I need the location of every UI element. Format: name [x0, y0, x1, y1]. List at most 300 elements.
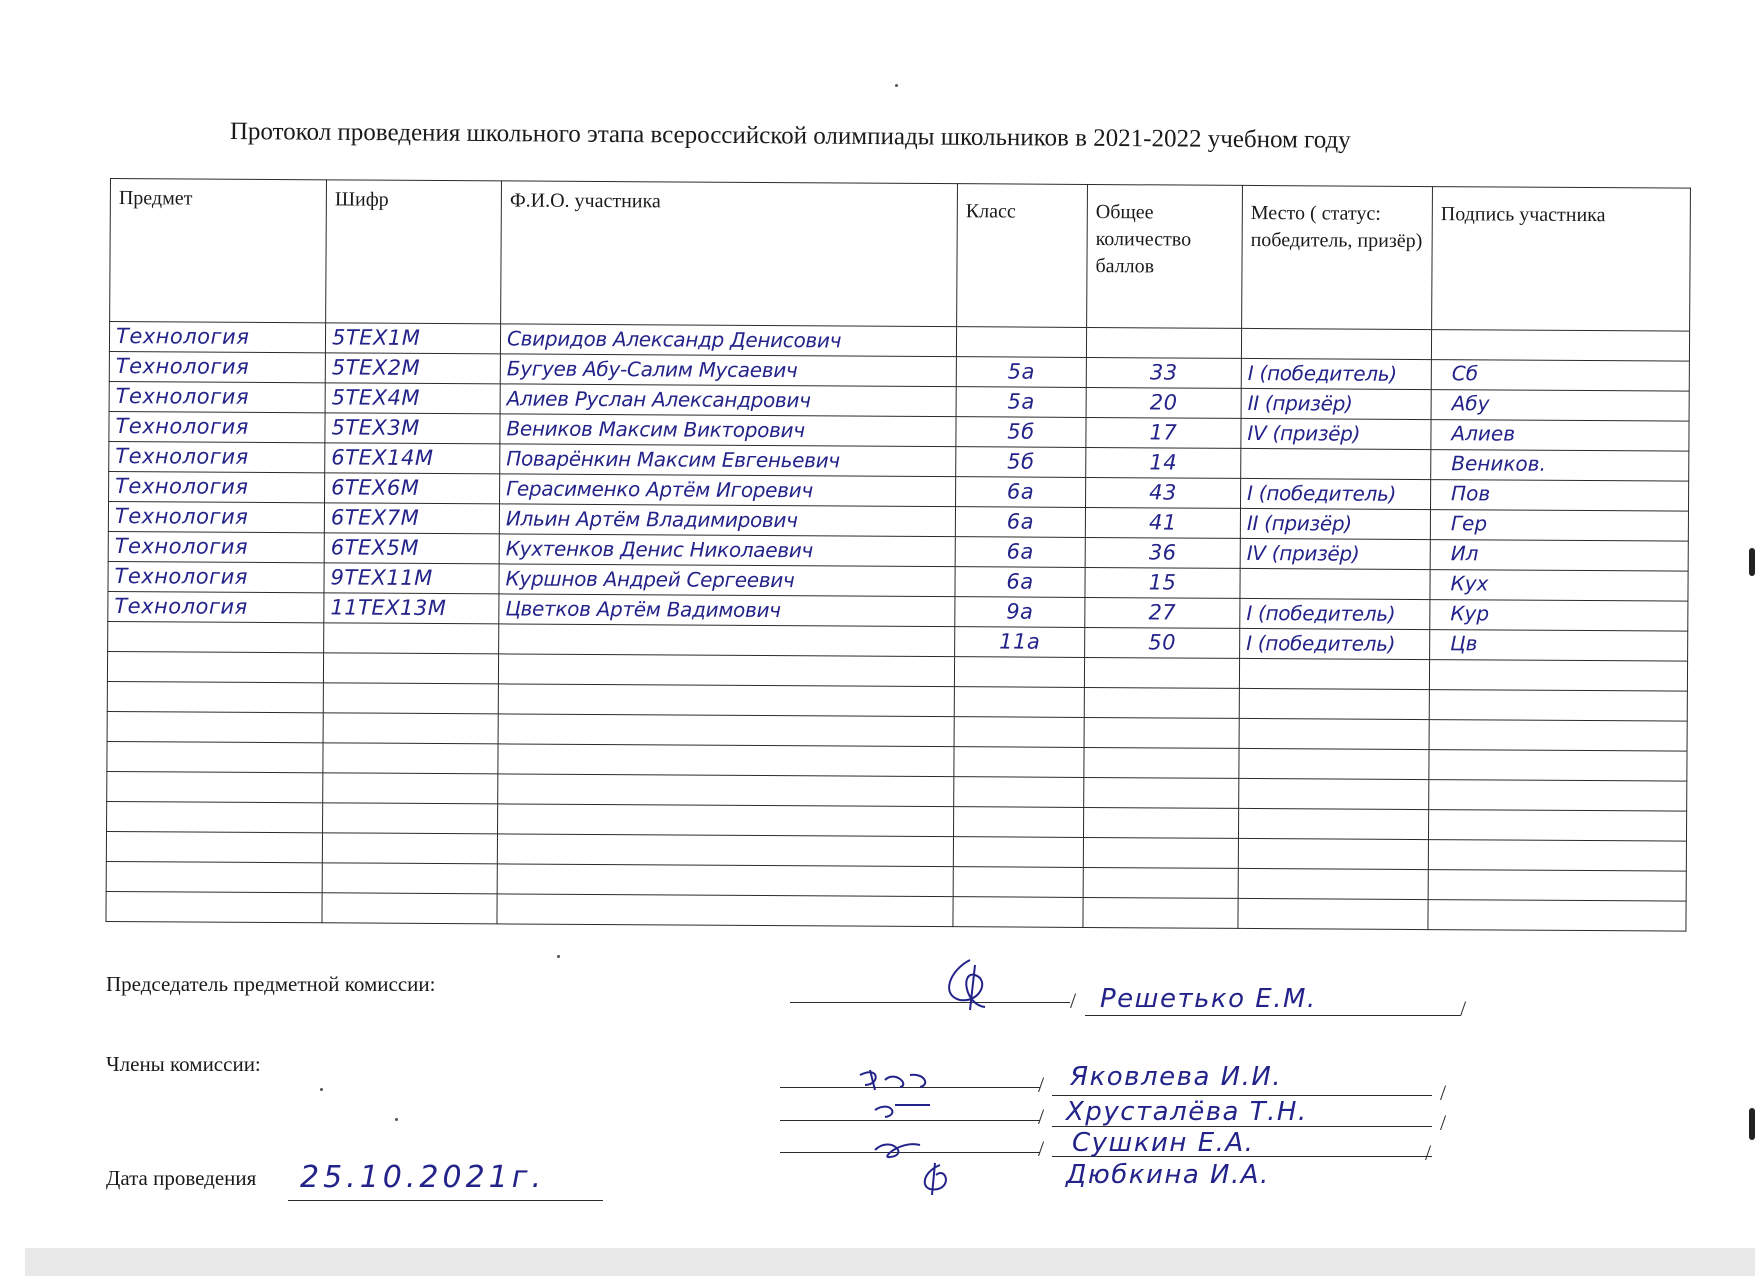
- members-label: Члены комиссии:: [106, 1052, 261, 1076]
- handwritten-grade: [955, 687, 1084, 690]
- chair-name: Решетько Е.М.: [1100, 984, 1317, 1014]
- cell-grade: [954, 777, 1084, 808]
- cell-grade: [954, 717, 1084, 748]
- member-name: Дюбкина И.А.: [1066, 1160, 1270, 1190]
- cell-code: [322, 893, 497, 924]
- cell-grade: [955, 507, 1085, 538]
- cell-score: [1083, 807, 1238, 838]
- cell-place: [1239, 778, 1429, 809]
- handwritten-place: [1241, 449, 1430, 452]
- handwritten-code: [324, 653, 498, 656]
- cell-subject: [109, 381, 325, 412]
- separator-slash: /: [1440, 1080, 1447, 1105]
- cell-grade: [955, 537, 1085, 568]
- handwritten-subject: Технология: [114, 534, 249, 559]
- scan-speck: [895, 84, 898, 87]
- cell-score: [1084, 717, 1239, 748]
- handwritten-place: IV (призёр): [1246, 540, 1360, 566]
- handwritten-grade: 6а: [1006, 509, 1035, 534]
- handwritten-subject: Технология: [115, 384, 250, 409]
- cell-subject: [109, 471, 325, 502]
- cell-signature: [1431, 330, 1689, 362]
- handwritten-code: [324, 713, 498, 716]
- handwritten-score: 36: [1148, 540, 1177, 565]
- cell-place: [1240, 628, 1430, 659]
- cell-subject: [109, 322, 325, 353]
- cell-name: [498, 684, 954, 717]
- participant-signature: Абу: [1451, 391, 1490, 416]
- cell-signature: [1428, 870, 1686, 902]
- handwritten-subject: [108, 742, 323, 745]
- handwritten-code: 6ТЕХ14М: [331, 445, 434, 470]
- cell-subject: [107, 771, 323, 802]
- participant-signature: Пов: [1451, 481, 1491, 506]
- participant-signature: [1430, 720, 1687, 722]
- handwritten-place: [1240, 719, 1429, 722]
- cell-score: [1083, 867, 1238, 898]
- cell-name: [500, 324, 956, 357]
- separator-slash: /: [1038, 1104, 1045, 1129]
- cell-place: [1239, 748, 1429, 779]
- cell-place: [1241, 358, 1431, 389]
- separator-slash: /: [1440, 1110, 1447, 1135]
- handwritten-grade: 5а: [1007, 389, 1035, 414]
- cell-place: [1240, 568, 1430, 599]
- handwritten-score: 43: [1149, 480, 1178, 505]
- cell-subject: [109, 441, 325, 472]
- cell-grade: [954, 747, 1084, 778]
- cell-subject: [109, 351, 325, 382]
- handwritten-code: 11ТЕХ13М: [330, 595, 447, 621]
- table-body: [106, 322, 1690, 932]
- handwritten-score: [1085, 658, 1239, 661]
- handwritten-code: 5ТЕХ2М: [331, 355, 421, 380]
- handwritten-code: 6ТЕХ6М: [331, 475, 420, 500]
- cell-subject: [106, 831, 322, 862]
- handwritten-grade: 5б: [1007, 419, 1035, 444]
- separator-slash: /: [1070, 988, 1077, 1013]
- handwritten-grade: [955, 717, 1084, 720]
- document-title: Протокол проведения школьного этапа всероссийской олимпиады школьников в 2021-2022 учебном году: [229, 118, 1351, 154]
- handwritten-name: Кухтенков Денис Николаевич: [505, 536, 814, 563]
- header-subject: Предмет: [110, 179, 327, 323]
- cell-place: [1238, 838, 1428, 869]
- cell-score: [1084, 657, 1239, 688]
- handwritten-code: 6ТЕХ7М: [330, 505, 420, 530]
- cell-score: [1086, 327, 1241, 358]
- cell-place: [1238, 898, 1428, 929]
- cell-score: [1086, 417, 1241, 448]
- handwritten-place: I (победитель): [1246, 630, 1396, 656]
- cell-signature: [1429, 660, 1687, 692]
- cell-place: [1240, 598, 1430, 629]
- handwritten-code: 5ТЕХ4М: [331, 385, 421, 410]
- cell-grade: [956, 417, 1086, 448]
- cell-subject: [107, 741, 323, 772]
- handwritten-place: [1240, 689, 1429, 692]
- handwritten-name: Бугуев Абу-Салим Мусаевич: [506, 356, 798, 383]
- handwritten-place: [1239, 869, 1428, 872]
- cell-name: [498, 744, 954, 777]
- handwritten-subject: Технология: [115, 444, 249, 469]
- scan-speck: [395, 1118, 398, 1121]
- handwritten-place: II (призёр): [1247, 390, 1353, 416]
- protocol-table: [105, 178, 1691, 932]
- cell-grade: [956, 447, 1086, 478]
- handwritten-score: 27: [1148, 600, 1177, 625]
- cell-name: [497, 834, 953, 867]
- handwritten-score: [1084, 838, 1238, 841]
- cell-grade: [956, 387, 1086, 418]
- handwritten-score: [1087, 328, 1241, 331]
- cell-grade: [953, 837, 1083, 868]
- cell-score: [1085, 597, 1240, 628]
- participant-signature: Кур: [1450, 601, 1490, 626]
- cell-signature: [1431, 360, 1689, 392]
- participant-signature: [1429, 870, 1686, 872]
- handwritten-grade: 11а: [999, 629, 1041, 654]
- header-place: Место ( статус: победитель, призёр): [1242, 185, 1433, 329]
- cell-place: [1241, 448, 1431, 479]
- cell-score: [1083, 837, 1238, 868]
- handwritten-grade: [954, 867, 1083, 870]
- cell-subject: [106, 891, 322, 922]
- date-line: [288, 1200, 603, 1201]
- handwritten-name: Ильин Артём Владимирович: [505, 506, 798, 533]
- handwritten-grade: [957, 327, 1086, 330]
- participant-signature: Гер: [1450, 511, 1488, 536]
- cell-code: [324, 593, 499, 624]
- cell-signature: [1428, 840, 1686, 872]
- cell-score: [1085, 567, 1240, 598]
- cell-grade: [955, 567, 1085, 598]
- handwritten-code: 9ТЕХ11М: [330, 565, 433, 590]
- cell-subject: [108, 501, 324, 532]
- separator-slash: /: [1038, 1072, 1045, 1097]
- participant-signature: [1430, 660, 1687, 662]
- cell-signature: [1429, 750, 1687, 782]
- handwritten-name: Свиридов Александр Денисович: [506, 326, 842, 353]
- scan-speck: [320, 1088, 323, 1091]
- handwritten-code: [324, 743, 498, 746]
- cell-signature: [1429, 780, 1687, 812]
- participant-signature: Кух: [1450, 571, 1489, 596]
- participant-signature: [1430, 690, 1687, 692]
- chair-signature: [930, 955, 1020, 1015]
- handwritten-subject: Технология: [114, 594, 248, 619]
- handwritten-code: [323, 773, 497, 776]
- cell-subject: [107, 651, 323, 682]
- handwritten-name: Веников Максим Викторович: [506, 416, 805, 443]
- handwritten-code: [324, 683, 498, 686]
- handwritten-subject: [107, 862, 322, 865]
- cell-signature: [1428, 900, 1686, 932]
- cell-code: [322, 833, 497, 864]
- cell-score: [1086, 477, 1241, 508]
- handwritten-score: 15: [1148, 570, 1177, 595]
- cell-score: [1086, 387, 1241, 418]
- cell-code: [324, 533, 499, 564]
- cell-score: [1085, 627, 1240, 658]
- handwritten-place: [1240, 749, 1429, 752]
- header-name: Ф.И.О. участника: [501, 181, 958, 327]
- handwritten-place: [1242, 329, 1431, 332]
- handwritten-score: [1084, 808, 1238, 811]
- scan-speck: [557, 955, 560, 958]
- cell-name: [500, 414, 956, 447]
- cell-name: [500, 354, 956, 387]
- handwritten-grade: [954, 807, 1083, 810]
- cell-code: [323, 803, 498, 834]
- cell-signature: [1431, 420, 1689, 452]
- cell-name: [498, 654, 954, 687]
- cell-signature: [1430, 630, 1688, 662]
- cell-subject: [108, 531, 324, 562]
- handwritten-place: [1239, 839, 1428, 842]
- cell-place: [1241, 418, 1431, 449]
- cell-place: [1241, 328, 1431, 359]
- handwritten-score: [1084, 778, 1238, 781]
- cell-code: [325, 353, 500, 384]
- cell-code: [324, 563, 499, 594]
- cell-signature: [1430, 510, 1688, 542]
- separator-slash: /: [1425, 1140, 1432, 1165]
- participant-signature: [1429, 900, 1686, 902]
- cell-grade: [956, 357, 1086, 388]
- cell-grade: [956, 477, 1086, 508]
- cell-name: [497, 894, 953, 927]
- cell-name: [497, 864, 953, 897]
- separator-slash: /: [1038, 1136, 1045, 1161]
- handwritten-score: [1085, 718, 1239, 721]
- cell-signature: [1428, 810, 1686, 842]
- cell-name: [500, 474, 956, 507]
- handwritten-place: [1239, 899, 1428, 902]
- handwritten-grade: 6а: [1006, 539, 1034, 564]
- cell-code: [325, 473, 500, 504]
- handwritten-grade: [954, 837, 1083, 840]
- cell-code: [323, 653, 498, 684]
- cell-code: [324, 503, 499, 534]
- cell-name: [498, 714, 954, 747]
- handwritten-code: 5ТЕХ1М: [331, 325, 421, 350]
- scan-edge: [25, 1248, 1755, 1276]
- handwritten-score: [1085, 688, 1239, 691]
- cell-place: [1238, 868, 1428, 899]
- handwritten-code: [324, 623, 498, 626]
- handwritten-grade: [954, 777, 1083, 780]
- handwritten-subject: [108, 712, 323, 715]
- participant-signature: Цв: [1450, 631, 1478, 656]
- handwritten-place: I (победитель): [1247, 360, 1397, 386]
- handwritten-subject: Технология: [114, 504, 249, 529]
- cell-signature: [1430, 600, 1688, 632]
- cell-score: [1084, 747, 1239, 778]
- handwritten-score: 17: [1149, 420, 1178, 445]
- cell-subject: [107, 681, 323, 712]
- handwritten-score: 33: [1149, 360, 1178, 385]
- handwritten-score: [1085, 748, 1239, 751]
- cell-name: [500, 444, 956, 477]
- cell-subject: [109, 411, 325, 442]
- cell-grade: [954, 657, 1084, 688]
- handwritten-grade: 6а: [1006, 569, 1034, 594]
- participant-signature: Веников.: [1451, 451, 1546, 476]
- binding-mark: [1749, 548, 1755, 576]
- date-label: Дата проведения: [106, 1166, 257, 1190]
- cell-grade: [953, 807, 1083, 838]
- handwritten-score: [1084, 898, 1238, 901]
- cell-place: [1240, 538, 1430, 569]
- handwritten-subject: [108, 682, 323, 685]
- cell-subject: [108, 561, 324, 592]
- cell-score: [1086, 447, 1241, 478]
- handwritten-grade: 5а: [1007, 359, 1036, 384]
- handwritten-name: Алиев Руслан Александрович: [506, 386, 811, 413]
- binding-mark: [1749, 1108, 1755, 1140]
- cell-subject: [108, 621, 324, 652]
- cell-place: [1239, 718, 1429, 749]
- handwritten-place: [1239, 779, 1428, 782]
- cell-score: [1086, 357, 1241, 388]
- handwritten-score: 41: [1148, 510, 1177, 535]
- handwritten-code: [323, 803, 497, 806]
- cell-code: [323, 683, 498, 714]
- handwritten-place: [1240, 659, 1429, 662]
- cell-score: [1084, 777, 1239, 808]
- cell-subject: [107, 711, 323, 742]
- handwritten-grade: 9а: [1006, 599, 1034, 624]
- table-header-row: [110, 179, 1691, 332]
- date-value: 25.10.2021г.: [300, 1160, 546, 1195]
- cell-name: [498, 804, 954, 837]
- cell-code: [322, 863, 497, 894]
- cell-code: [325, 443, 500, 474]
- cell-grade: [955, 597, 1085, 628]
- handwritten-score: [1084, 868, 1238, 871]
- header-score: Общее количество баллов: [1087, 184, 1243, 328]
- handwritten-score: 14: [1149, 450, 1178, 475]
- cell-signature: [1429, 690, 1687, 722]
- handwritten-place: I (победитель): [1246, 600, 1396, 626]
- cell-code: [325, 383, 500, 414]
- handwritten-place: II (призёр): [1246, 510, 1352, 536]
- cell-grade: [956, 327, 1086, 358]
- handwritten-place: I (победитель): [1247, 480, 1397, 506]
- handwritten-name: Поварёнкин Максим Евгеньевич: [506, 446, 840, 473]
- cell-subject: [108, 591, 324, 622]
- header-grade: Класс: [957, 184, 1088, 328]
- cell-grade: [953, 897, 1083, 928]
- cell-subject: [107, 801, 323, 832]
- handwritten-grade: [954, 897, 1083, 900]
- cell-name: [500, 384, 956, 417]
- participant-signature: [1429, 840, 1686, 842]
- participant-signature: Ил: [1450, 541, 1479, 566]
- cell-code: [324, 623, 499, 654]
- handwritten-subject: [108, 652, 323, 655]
- handwritten-code: 5ТЕХ3М: [331, 415, 420, 440]
- handwritten-code: [323, 893, 497, 896]
- cell-code: [323, 713, 498, 744]
- handwritten-grade: 5б: [1007, 449, 1035, 474]
- handwritten-place: [1239, 809, 1428, 812]
- cell-name: [499, 624, 955, 657]
- member-name: Сушкин Е.А.: [1072, 1128, 1255, 1158]
- cell-subject: [106, 861, 322, 892]
- handwritten-grade: [955, 657, 1084, 660]
- handwritten-grade: 6а: [1006, 479, 1035, 504]
- member-name-line: [1052, 1095, 1432, 1096]
- participant-signature: Алиев: [1451, 421, 1516, 446]
- handwritten-subject: Технология: [115, 354, 250, 379]
- member-name: Яковлева И.И.: [1070, 1062, 1283, 1092]
- cell-signature: [1431, 390, 1689, 422]
- cell-place: [1238, 808, 1428, 839]
- handwritten-grade: [955, 747, 1084, 750]
- handwritten-subject: [107, 832, 322, 835]
- cell-signature: [1430, 570, 1688, 602]
- cell-place: [1241, 388, 1431, 419]
- cell-score: [1084, 687, 1239, 718]
- handwritten-subject: Технология: [115, 474, 249, 499]
- cell-place: [1241, 478, 1431, 509]
- handwritten-subject: [107, 772, 322, 775]
- header-code: Шифр: [326, 180, 502, 324]
- cell-grade: [954, 687, 1084, 718]
- cell-name: [499, 504, 955, 537]
- participant-signature: Сб: [1451, 361, 1479, 386]
- member-name: Хрусталёва Т.Н.: [1066, 1097, 1308, 1127]
- handwritten-score: 50: [1148, 630, 1177, 655]
- cell-name: [498, 774, 954, 807]
- handwritten-name: Герасименко Артём Игоревич: [506, 476, 814, 503]
- cell-code: [323, 773, 498, 804]
- participant-signature: [1430, 750, 1687, 752]
- cell-score: [1085, 507, 1240, 538]
- handwritten-place: IV (призёр): [1247, 420, 1361, 446]
- handwritten-code: [323, 863, 497, 866]
- separator-slash: /: [1460, 996, 1467, 1021]
- cell-score: [1085, 537, 1240, 568]
- cell-grade: [953, 867, 1083, 898]
- handwritten-score: 20: [1149, 390, 1178, 415]
- handwritten-code: 6ТЕХ5М: [330, 535, 420, 560]
- handwritten-subject: Технология: [115, 324, 250, 349]
- cell-place: [1239, 658, 1429, 689]
- cell-score: [1083, 897, 1238, 928]
- cell-signature: [1430, 480, 1688, 512]
- handwritten-code: [323, 833, 497, 836]
- cell-code: [325, 413, 500, 444]
- chair-label: Председатель предметной комиссии:: [106, 972, 436, 996]
- handwritten-subject: Технология: [115, 414, 249, 439]
- cell-signature: [1431, 450, 1689, 482]
- handwritten-subject: [107, 802, 322, 805]
- header-signature: Подпись участника: [1432, 187, 1691, 332]
- participant-signature: [1432, 330, 1689, 332]
- handwritten-name: Цветков Артём Вадимович: [505, 596, 781, 623]
- handwritten-subject: Технология: [114, 564, 248, 589]
- chair-name-line: [1085, 1015, 1460, 1016]
- handwritten-subject: [108, 622, 323, 625]
- handwritten-subject: [107, 892, 322, 895]
- cell-place: [1240, 508, 1430, 539]
- participant-signature: [1429, 780, 1686, 782]
- cell-code: [325, 323, 500, 354]
- handwritten-name: Куршнов Андрей Сергеевич: [505, 566, 795, 593]
- member-signature: [840, 1055, 970, 1195]
